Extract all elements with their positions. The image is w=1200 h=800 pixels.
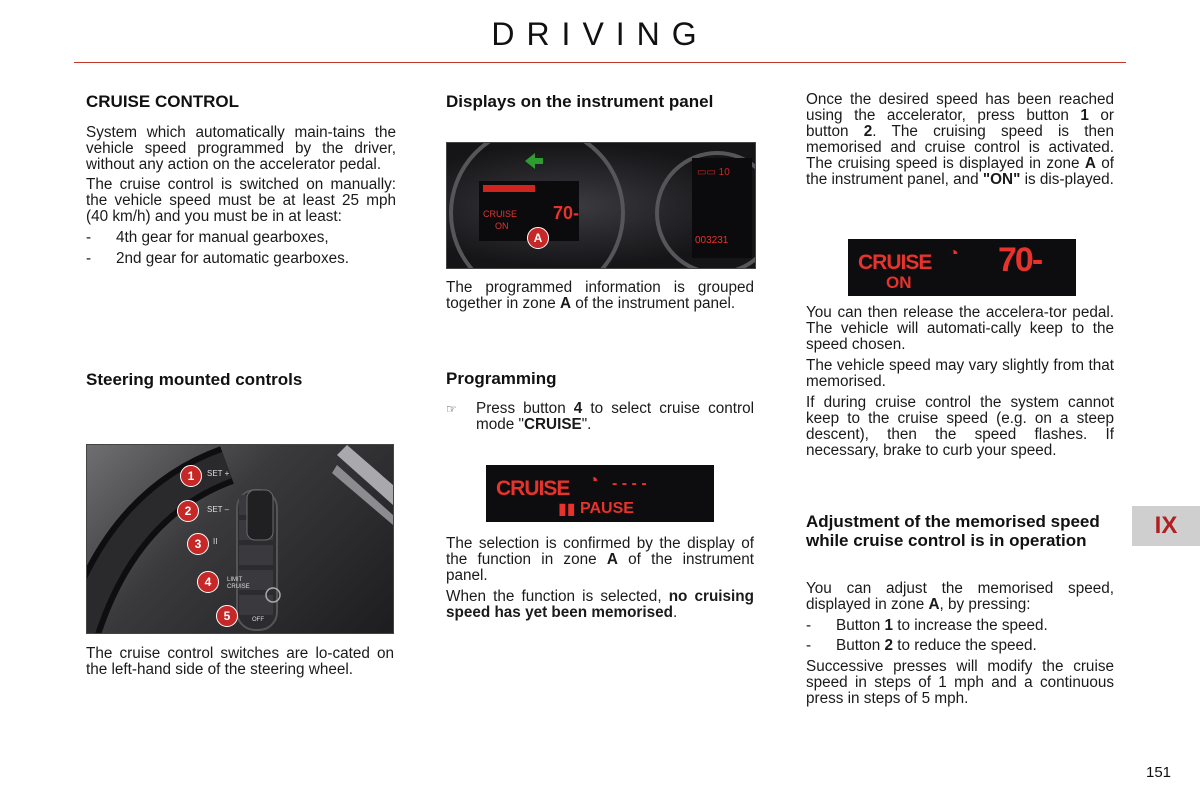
flash-paragraph: If during cruise control the system cannot keep to the cruise speed (e.g. on a steep descent), then the speed flashes. If necessary, brake to curb your speed. bbox=[806, 394, 1114, 459]
zone-a-paragraph: The programmed information is grouped together in zone A of the instrument panel. bbox=[446, 279, 754, 312]
limit-cruise-label: LIMIT CRUISE bbox=[227, 577, 250, 590]
section-heading-programming: Programming bbox=[446, 369, 557, 388]
display-cruise-text: CRUISE bbox=[858, 251, 932, 274]
intro-paragraph: System which automatically main-tains the vehicle speed programmed by the driver, without any action on the accelerator pedal. bbox=[86, 124, 396, 173]
display-dashes: - - - - bbox=[612, 475, 647, 492]
pause-bars-icon: ▮▮ bbox=[558, 501, 576, 518]
panel-odometer: 003231 bbox=[695, 235, 729, 246]
instrument-panel-image bbox=[446, 142, 756, 269]
section-heading-adjustment: Adjustment of the memorised speed while cruise control is in operation bbox=[806, 512, 1100, 550]
programming-step: ☞ Press button 4 to select cruise control mode "CRUISE". bbox=[446, 400, 755, 433]
column-left bbox=[86, 90, 396, 389]
list-item: - Button 2 to reduce the speed. bbox=[806, 637, 1037, 654]
memorise-paragraph: Once the desired speed has been reached using the accelerator, press button 1 or button 2. The cruising speed is then memorised and cruise control is activated. The cruising speed is displayed in zone A of the instrument panel, and "ON" is dis-played. bbox=[806, 91, 1114, 188]
cruise-pause-display bbox=[486, 465, 714, 522]
set-minus-label: SET – bbox=[207, 505, 230, 514]
column-middle bbox=[446, 90, 756, 111]
display-on-text: ON bbox=[886, 273, 912, 292]
off-label: OFF bbox=[252, 617, 264, 623]
button-2-badge: 2 bbox=[177, 500, 199, 522]
steering-controls-image bbox=[86, 444, 394, 634]
vary-paragraph: The vehicle speed may vary slightly from that memorised. bbox=[806, 357, 1114, 390]
header-rule bbox=[74, 62, 1126, 63]
set-plus-label: SET + bbox=[207, 469, 230, 478]
button-5-badge: 5 bbox=[216, 605, 238, 627]
section-heading-cruise-control: CRUISE CONTROL bbox=[86, 92, 239, 111]
list-item: - 2nd gear for automatic gearboxes. bbox=[86, 250, 349, 267]
button-4-badge: 4 bbox=[197, 571, 219, 593]
button-1-badge: 1 bbox=[180, 465, 202, 487]
steps-paragraph: Successive presses will modify the cruise speed in steps of 1 mph and a continuous press in steps of 5 mph. bbox=[806, 658, 1114, 707]
steering-caption: The cruise control switches are lo-cated on the left-hand side of the steering wheel. bbox=[86, 645, 394, 678]
pointing-hand-icon: ☞ bbox=[446, 402, 457, 416]
svg-text:▭▭ 10: ▭▭ 10 bbox=[697, 167, 730, 178]
panel-speed-label: 70- bbox=[553, 203, 580, 223]
list-item: - 4th gear for manual gearboxes, bbox=[86, 229, 329, 246]
chapter-tab[interactable]: IX bbox=[1132, 506, 1200, 546]
page-title: DRIVING bbox=[491, 16, 709, 52]
display-pause-text: PAUSE bbox=[580, 500, 634, 517]
display-speed-text: 70- bbox=[998, 241, 1042, 279]
button-3-badge: 3 bbox=[187, 533, 209, 555]
instrument-cluster-illustration bbox=[447, 143, 755, 268]
section-heading-steering-controls: Steering mounted controls bbox=[86, 370, 303, 389]
section-heading-displays: Displays on the instrument panel bbox=[446, 92, 714, 111]
no-speed-paragraph: When the function is selected, no cruising speed has yet been memorised. bbox=[446, 588, 754, 621]
cruise-on-display bbox=[848, 239, 1076, 296]
gear-list bbox=[86, 230, 396, 267]
list-item: - Button 1 to increase the speed. bbox=[806, 617, 1048, 634]
page-number: 151 bbox=[1146, 764, 1172, 781]
panel-on-label: ON bbox=[495, 221, 509, 231]
zone-a-badge: A bbox=[527, 227, 549, 249]
release-paragraph: You can then release the accelera-tor pedal. The vehicle will automati-cally keep to the speed chosen. bbox=[806, 304, 1114, 353]
activation-paragraph: The cruise control is switched on manually: the vehicle speed must be at least 25 mph (40 km/h) and you must be in at least: bbox=[86, 176, 396, 225]
pause-label: II bbox=[213, 537, 218, 546]
panel-cruise-label: CRUISE bbox=[483, 209, 518, 219]
display-cruise-text: CRUISE bbox=[496, 477, 570, 500]
speedometer-icon: ◔ bbox=[948, 243, 959, 263]
speedometer-icon: ◔ bbox=[588, 470, 599, 490]
confirm-paragraph: The selection is confirmed by the display of the function in zone A of the instrument panel. bbox=[446, 535, 755, 584]
steering-wheel-illustration bbox=[87, 445, 393, 633]
adjust-paragraph: You can adjust the memorised speed, displayed in zone A, by pressing: bbox=[806, 580, 1114, 613]
